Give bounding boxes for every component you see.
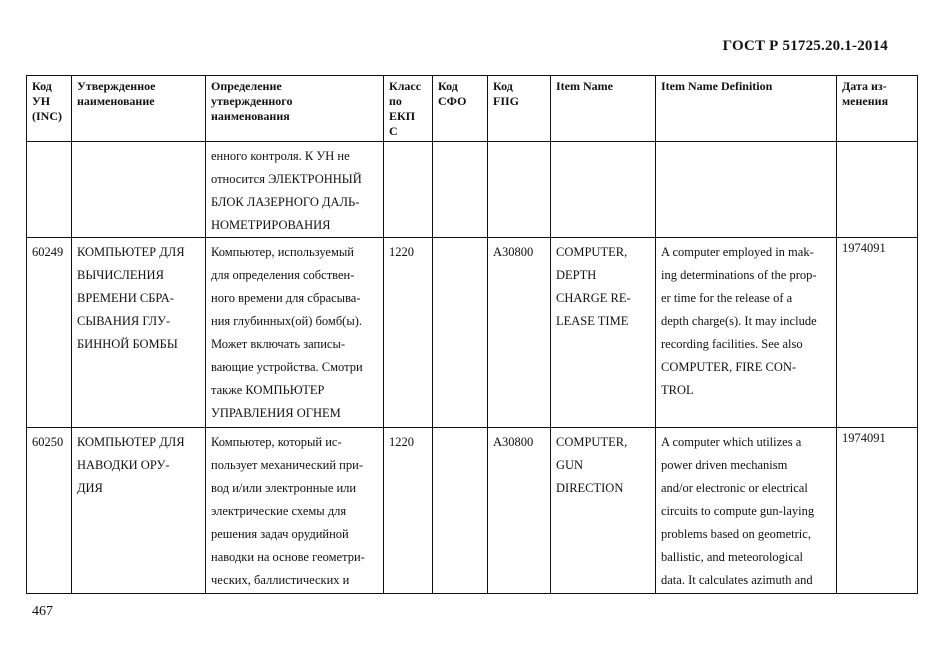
cell-item-name: COMPUTER, GUN DIRECTION [551,428,656,594]
cell-definition: енного контроля. К УН не относится ЭЛЕКТРОННЫЙ БЛОК ЛАЗЕРНОГО ДАЛЬ- НОМЕТРИРОВАНИЯ [206,142,384,238]
cell-item-definition [656,142,837,238]
cell-approved-name [72,142,206,238]
header-sfo-code: Код СФО [433,76,488,142]
cell-approved-name: КОМПЬЮТЕР ДЛЯ ВЫЧИСЛЕНИЯ ВРЕМЕНИ СБРА- СЫВАНИЯ ГЛУ- БИННОЙ БОМБЫ [72,238,206,428]
header-item-name: Item Name [551,76,656,142]
cell-fiig [488,142,551,238]
cell-item-name [551,142,656,238]
cell-change-date [837,142,918,238]
cell-change-date: 1974091 [837,428,918,594]
cell-class [384,142,433,238]
table-row [27,142,918,238]
cell-inc: 60249 [27,238,72,428]
table-header-row [27,76,918,142]
cell-sfo [433,428,488,594]
cell-item-name: COMPUTER, DEPTH CHARGE RE- LEASE TIME [551,238,656,428]
table-row [27,238,918,428]
cell-change-date: 1974091 [837,238,918,428]
cell-definition: Компьютер, который ис- пользует механический при- вод и/или электронные или электрические схемы для решения задач орудийной наводки на основе геометри- ческих, баллистических и [206,428,384,594]
header-inc-code: Код УН (INC) [27,76,72,142]
header-name-definition: Определение утвержденного наименования [206,76,384,142]
header-class: Класс по ЕКП С [384,76,433,142]
cell-fiig: A30800 [488,428,551,594]
cell-inc: 60250 [27,428,72,594]
cell-item-definition: A computer which utilizes a power driven mechanism and/or electronic or electrical circuits to compute gun-laying problems based on geometric, ballistic, and meteorological data. It calculates azimuth and [656,428,837,594]
cell-inc [27,142,72,238]
header-fiig-code: Код FIIG [488,76,551,142]
header-item-name-definition: Item Name Definition [656,76,837,142]
header-approved-name: Утвержденное наименование [72,76,206,142]
document-code: ГОСТ Р 51725.20.1-2014 [722,38,888,54]
catalog-table [26,75,918,594]
header-change-date: Дата из- менения [837,76,918,142]
cell-fiig: A30800 [488,238,551,428]
cell-class: 1220 [384,428,433,594]
cell-class: 1220 [384,238,433,428]
cell-sfo [433,238,488,428]
table-row [27,428,918,594]
cell-sfo [433,142,488,238]
cell-definition: Компьютер, используемый для определения собствен- ного времени для сбрасыва- ния глубинных(ой) бомб(ы). Может включать записы- вающие устройства. Смотри также КОМПЬЮТЕР УПРАВЛЕНИЯ ОГНЕМ [206,238,384,428]
cell-approved-name: КОМПЬЮТЕР ДЛЯ НАВОДКИ ОРУ- ДИЯ [72,428,206,594]
page-number: 467 [32,604,53,619]
cell-item-definition: A computer employed in mak- ing determinations of the prop- er time for the release of a depth charge(s). It may include recording facilities. See also COMPUTER, FIRE CON- TROL [656,238,837,428]
